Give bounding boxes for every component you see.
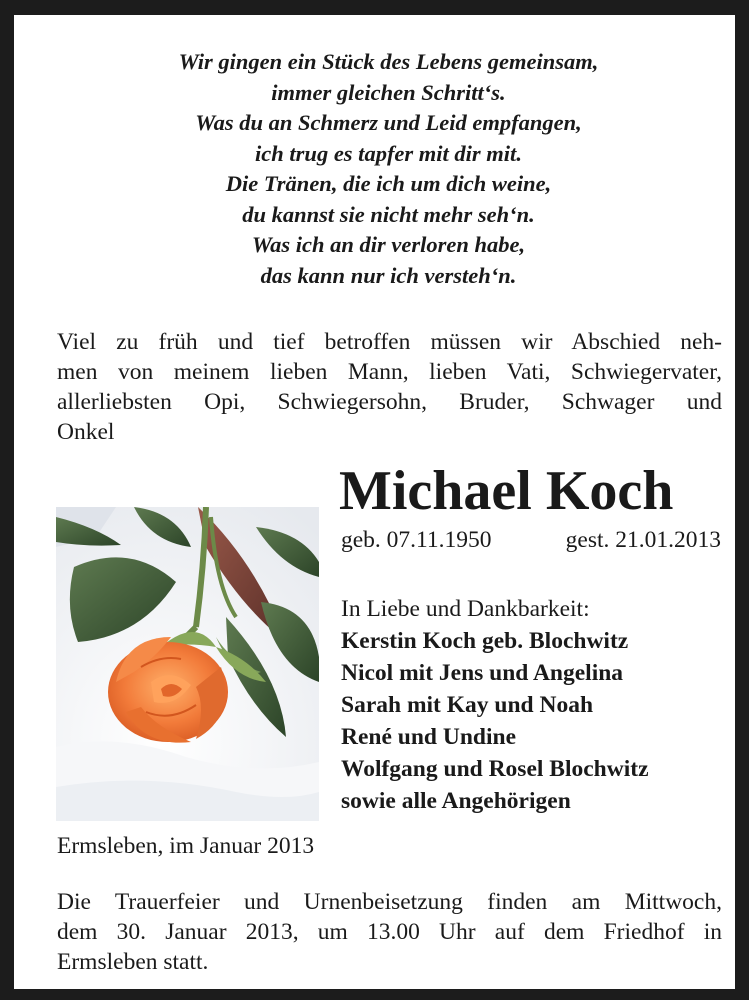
funeral-line: Ermsleben statt. xyxy=(57,949,209,975)
mourner-name: Kerstin Koch geb. Blochwitz xyxy=(341,628,629,654)
funeral-notice xyxy=(57,887,722,977)
poem-line: das kann nur ich versteh‘n. xyxy=(260,262,517,288)
death-date: gest. 21.01.2013 xyxy=(565,527,721,553)
poem-line: du kannst sie nicht mehr seh‘n. xyxy=(242,201,535,227)
mourners-heading: In Liebe und Dankbarkeit: xyxy=(341,596,590,622)
intro-line: Onkel xyxy=(57,419,115,445)
mourner-name: Nicol mit Jens und Angelina xyxy=(341,660,624,686)
intro-text xyxy=(57,327,722,447)
birth-date: geb. 07.11.1950 xyxy=(341,527,492,553)
poem-line: Die Tränen, die ich um dich weine, xyxy=(225,171,552,196)
poem-line: Wir gingen ein Stück des Lebens gemeinsam, xyxy=(178,49,599,74)
intro-line: Viel zu früh und tief betroffen müssen wir Abschied neh- xyxy=(57,329,722,355)
mourner-name: Wolfgang und Rosel Blochwitz xyxy=(341,756,649,782)
poem-line: Was du an Schmerz und Leid empfangen, xyxy=(195,110,582,135)
poem xyxy=(28,47,749,291)
place-date: Ermsleben, im Januar 2013 xyxy=(57,833,315,859)
funeral-line: Die Trauerfeier und Urnenbeisetzung finden am Mittwoch, xyxy=(57,889,722,915)
intro-line: allerliebsten Opi, Schwiegersohn, Bruder, Schwager und xyxy=(57,389,722,415)
poem-line: immer gleichen Schritt‘s. xyxy=(271,79,506,105)
poem-line: ich trug es tapfer mit dir mit. xyxy=(255,140,522,166)
deceased-name: Michael Koch xyxy=(339,460,674,522)
mourner-name: Sarah mit Kay und Noah xyxy=(341,692,594,718)
intro-line: men von meinem lieben Mann, lieben Vati, Schwiegervater, xyxy=(57,359,722,385)
mourners-list xyxy=(341,625,649,817)
mourner-name: René und Undine xyxy=(341,724,516,750)
funeral-line: dem 30. Januar 2013, um 13.00 Uhr auf dem Friedhof in xyxy=(57,919,722,945)
poem-line: Was ich an dir verloren habe, xyxy=(251,232,526,257)
life-dates xyxy=(341,525,721,555)
mourners-block xyxy=(341,593,649,817)
mourner-name: sowie alle Angehörigen xyxy=(341,788,571,814)
rose-in-snow-image xyxy=(56,507,319,821)
